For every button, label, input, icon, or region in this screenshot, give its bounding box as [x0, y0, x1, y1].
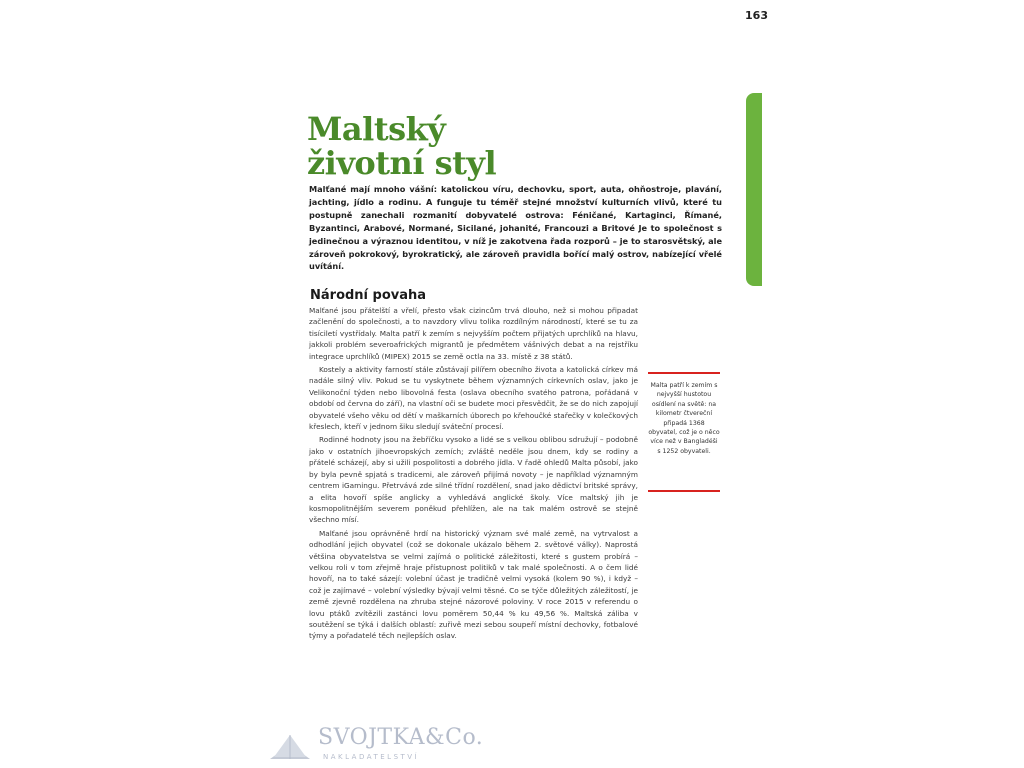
sidebar-bottom-rule [648, 490, 720, 492]
page-number: 163 [745, 9, 768, 22]
article-title [307, 112, 727, 180]
body-paragraph: Malťané jsou oprávněně hrdí na historický význam své malé země, na vytrvalost a odhodlání jejich obyvatel (což se dokonale ukázalo během 2. světové války). Naprostá většina obyvatelstva se velmi zajímá o politické záležitosti, které s gustem probírá – velkou roli v tom zřejmě hraje přístupnost politiků v tak malé společnosti. A o čem lidé hovoří, na to také sázejí: volební účast je tradičně velmi vysoká (kolem 90 %), i když – což je zajímavé – volební výsledky bývají velmi těsné. Co se týče důležitých záležitostí, je země zjevně rozdělena na zhruba stejné názorové poloviny. V roce 2015 v referendu o lovu ptáků zvítězili zastánci lovu poměrem 50,44 % ku 49,56 %. Maltská záliba v soutěžení se týká i dalších oblastí: zuřivě mezi sebou soupeří místní dechovky, fotbalové týmy a pořadatelé těch nejlepších oslav. [309, 528, 638, 641]
sidebar-top-rule [648, 372, 720, 374]
article-title-line-2: životní styl [307, 144, 497, 182]
body-paragraph: Rodinné hodnoty jsou na žebříčku vysoko a lidé se s velkou oblibou sdružují – podobně jako v ostatních jihoevropských zemích; zvláště neděle jsou dnem, kdy se rodiny a přátelé scházejí, aby si užili pospolitosti a dobrého jídla. V řadě ohledů Malta působí, jako by byla pevně spjatá s tradicemi, ale zároveň přijímá novoty – je například významným centrem iGamingu. Přetrvává zde silné třídní rozdělení, snad jako dědictví britské správy, a elita hovoří spíše anglicky a vyhledává anglické školy. Více maltský jih je kosmopolitnějším severem poněkud přehlížen, ale na tak malém ostrově se stejně všechno mísí. [309, 435, 638, 525]
body-paragraph: Kostely a aktivity farností stále zůstávají pilířem obecního života a katolická církev má nadále silný vliv. Pokud se tu vyskytnete během významných církevních oslav, jako je Velikonoční týden nebo libovolná festa (oslava obecního svatého patrona, pořádaná v období od června do září), na vlastní oči se budete moci přesvědčit, že se do nich zapojují obyvatelé všeho věku od dětí v maškarních úborech po křehoučké stařečky v kolečkových křeslech, kteří v jednom šiku sledují sváteční procesí. [309, 365, 638, 432]
body-paragraph: Malťané jsou přátelští a vřelí, přesto však cizincům trvá dlouho, než si mohou připadat začlenění do společnosti, a to navzdory vlivu tolika rozdílným národností, které se tu za tisíciletí vystřídaly. Malta patří k zemím s nejvyšším počtem přijatých uprchlíků na hlavu, jakkoli problém severoafrických migrantů je předmětem vášnivých debat a na rejstříku integrace uprchlíků (MIPEX) 2015 se země octla na 33. místě z 38 států. [309, 306, 638, 361]
intro-paragraph: Malťané mají mnoho vášní: katolickou víru, dechovku, sport, auta, ohňostroje, plavání, jachting, jídlo a rodinu. A funguje tu téměř stejné množství kulturních vlivů, které tu postupně zanechali rozmanití dobyvatelé ostrova: Féničané, Kartaginci, Římané, Byzantinci, Arabové, Normané, Sicilané, johanité, Francouzi a Britové Je to společnost s jedinečnou a výraznou identitou, v níž je zakotvena řada rozporů – je to starosvětský, ale zároveň pokrokový, byrokratický, ale zároveň pravidla bořící malý ostrov, nabízející vřelé uvítání. [309, 184, 722, 272]
section-heading: Národní povaha [310, 288, 427, 303]
publisher-logo-icon [268, 729, 312, 763]
article-title-line-1: Maltský [307, 110, 446, 148]
publisher-name: SVOJTKA&Co. [318, 725, 484, 750]
article-body [309, 305, 638, 642]
chapter-tab [746, 93, 762, 286]
sidebar-note: Malta patří k zemím s nejvyšší hustotou osídlení na světě: na kilometr čtvereční připadá 1368 obyvatel, což je o něco více než v Bangladéši s 1252 obyvateli. [648, 382, 720, 455]
publisher-subtitle: NAKLADATELSTVÍ [323, 753, 420, 761]
